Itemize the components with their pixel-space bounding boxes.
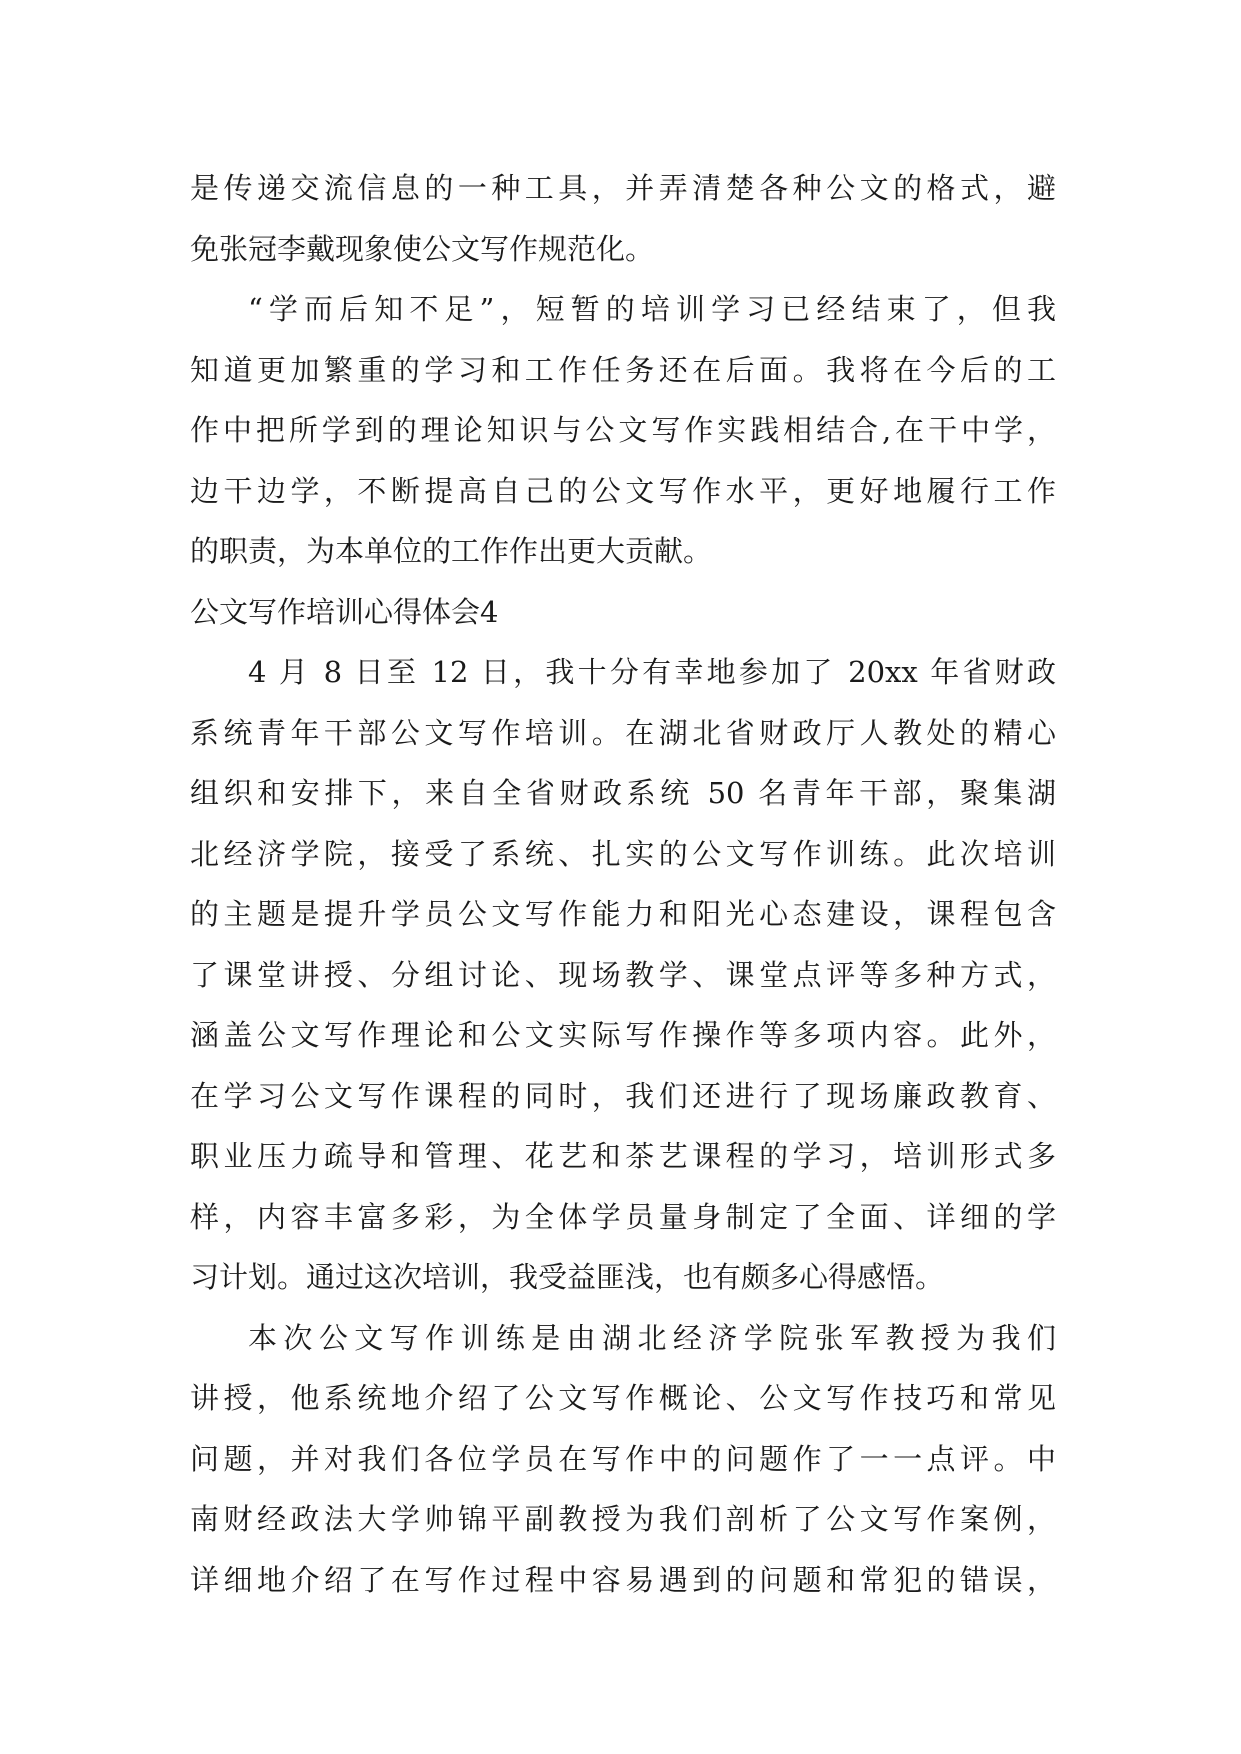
text-line: 北经济学院，接受了系统、扎实的公文写作训练。此次培训 xyxy=(190,836,1056,871)
paragraph-intro xyxy=(190,642,1056,1308)
text-line: 的职责，为本单位的工作作出更大贡献。 xyxy=(190,534,713,568)
text-line: 详细地介绍了在写作过程中容易遇到的问题和常犯的错误， xyxy=(190,1562,1056,1597)
section-heading: 公文写作培训心得体会4 xyxy=(190,594,499,629)
text-line: 本次公文写作训练是由湖北经济学院张军教授为我们 xyxy=(248,1320,1056,1355)
text-line: 4 月 8 日至 12 日，我十分有幸地参加了 20xx 年省财政 xyxy=(248,655,1056,689)
text-line: 习计划。通过这次培训，我受益匪浅，也有颇多心得感悟。 xyxy=(190,1260,945,1294)
text-line: 系统青年干部公文写作培训。在湖北省财政厅人教处的精心 xyxy=(190,715,1056,750)
text-line: 免张冠李戴现象使公文写作规范化。 xyxy=(190,231,655,266)
paragraph-continuation xyxy=(190,158,1056,279)
text-line: 样，内容丰富多彩，为全体学员量身制定了全面、详细的学 xyxy=(190,1199,1056,1234)
text-line: 问题，并对我们各位学员在写作中的问题作了一一点评。中 xyxy=(190,1441,1056,1476)
paragraph-lecture xyxy=(190,1308,1056,1611)
text-line: 在学习公文写作课程的同时，我们还进行了现场廉政教育、 xyxy=(190,1078,1056,1113)
text-line: 了课堂讲授、分组讨论、现场教学、课堂点评等多种方式， xyxy=(190,957,1056,992)
text-line: 知道更加繁重的学习和工作任务还在后面。我将在今后的工 xyxy=(190,352,1056,387)
text-line: 职业压力疏导和管理、花艺和茶艺课程的学习，培训形式多 xyxy=(190,1139,1056,1173)
text-line: 是传递交流信息的一种工具，并弄清楚各种公文的格式，避 xyxy=(190,171,1056,205)
text-line: 组织和安排下，来自全省财政系统 50 名青年干部，聚集湖 xyxy=(190,776,1056,810)
paragraph-conclusion xyxy=(190,279,1056,582)
document-body xyxy=(190,158,1056,1610)
text-line: 讲授，他系统地介绍了公文写作概论、公文写作技巧和常见 xyxy=(190,1381,1056,1415)
text-line: 的主题是提升学员公文写作能力和阳光心态建设，课程包含 xyxy=(190,897,1056,931)
text-line: 涵盖公文写作理论和公文实际写作操作等多项内容。此外， xyxy=(190,1018,1056,1052)
text-line: 边干边学，不断提高自己的公文写作水平，更好地履行工作 xyxy=(190,473,1056,508)
text-line: 南财经政法大学帅锦平副教授为我们剖析了公文写作案例， xyxy=(190,1502,1056,1536)
text-line: 作中把所学到的理论知识与公文写作实践相结合,在干中学， xyxy=(190,413,1056,447)
text-line: “学而后知不足”，短暂的培训学习已经结束了，但我 xyxy=(248,292,1056,326)
